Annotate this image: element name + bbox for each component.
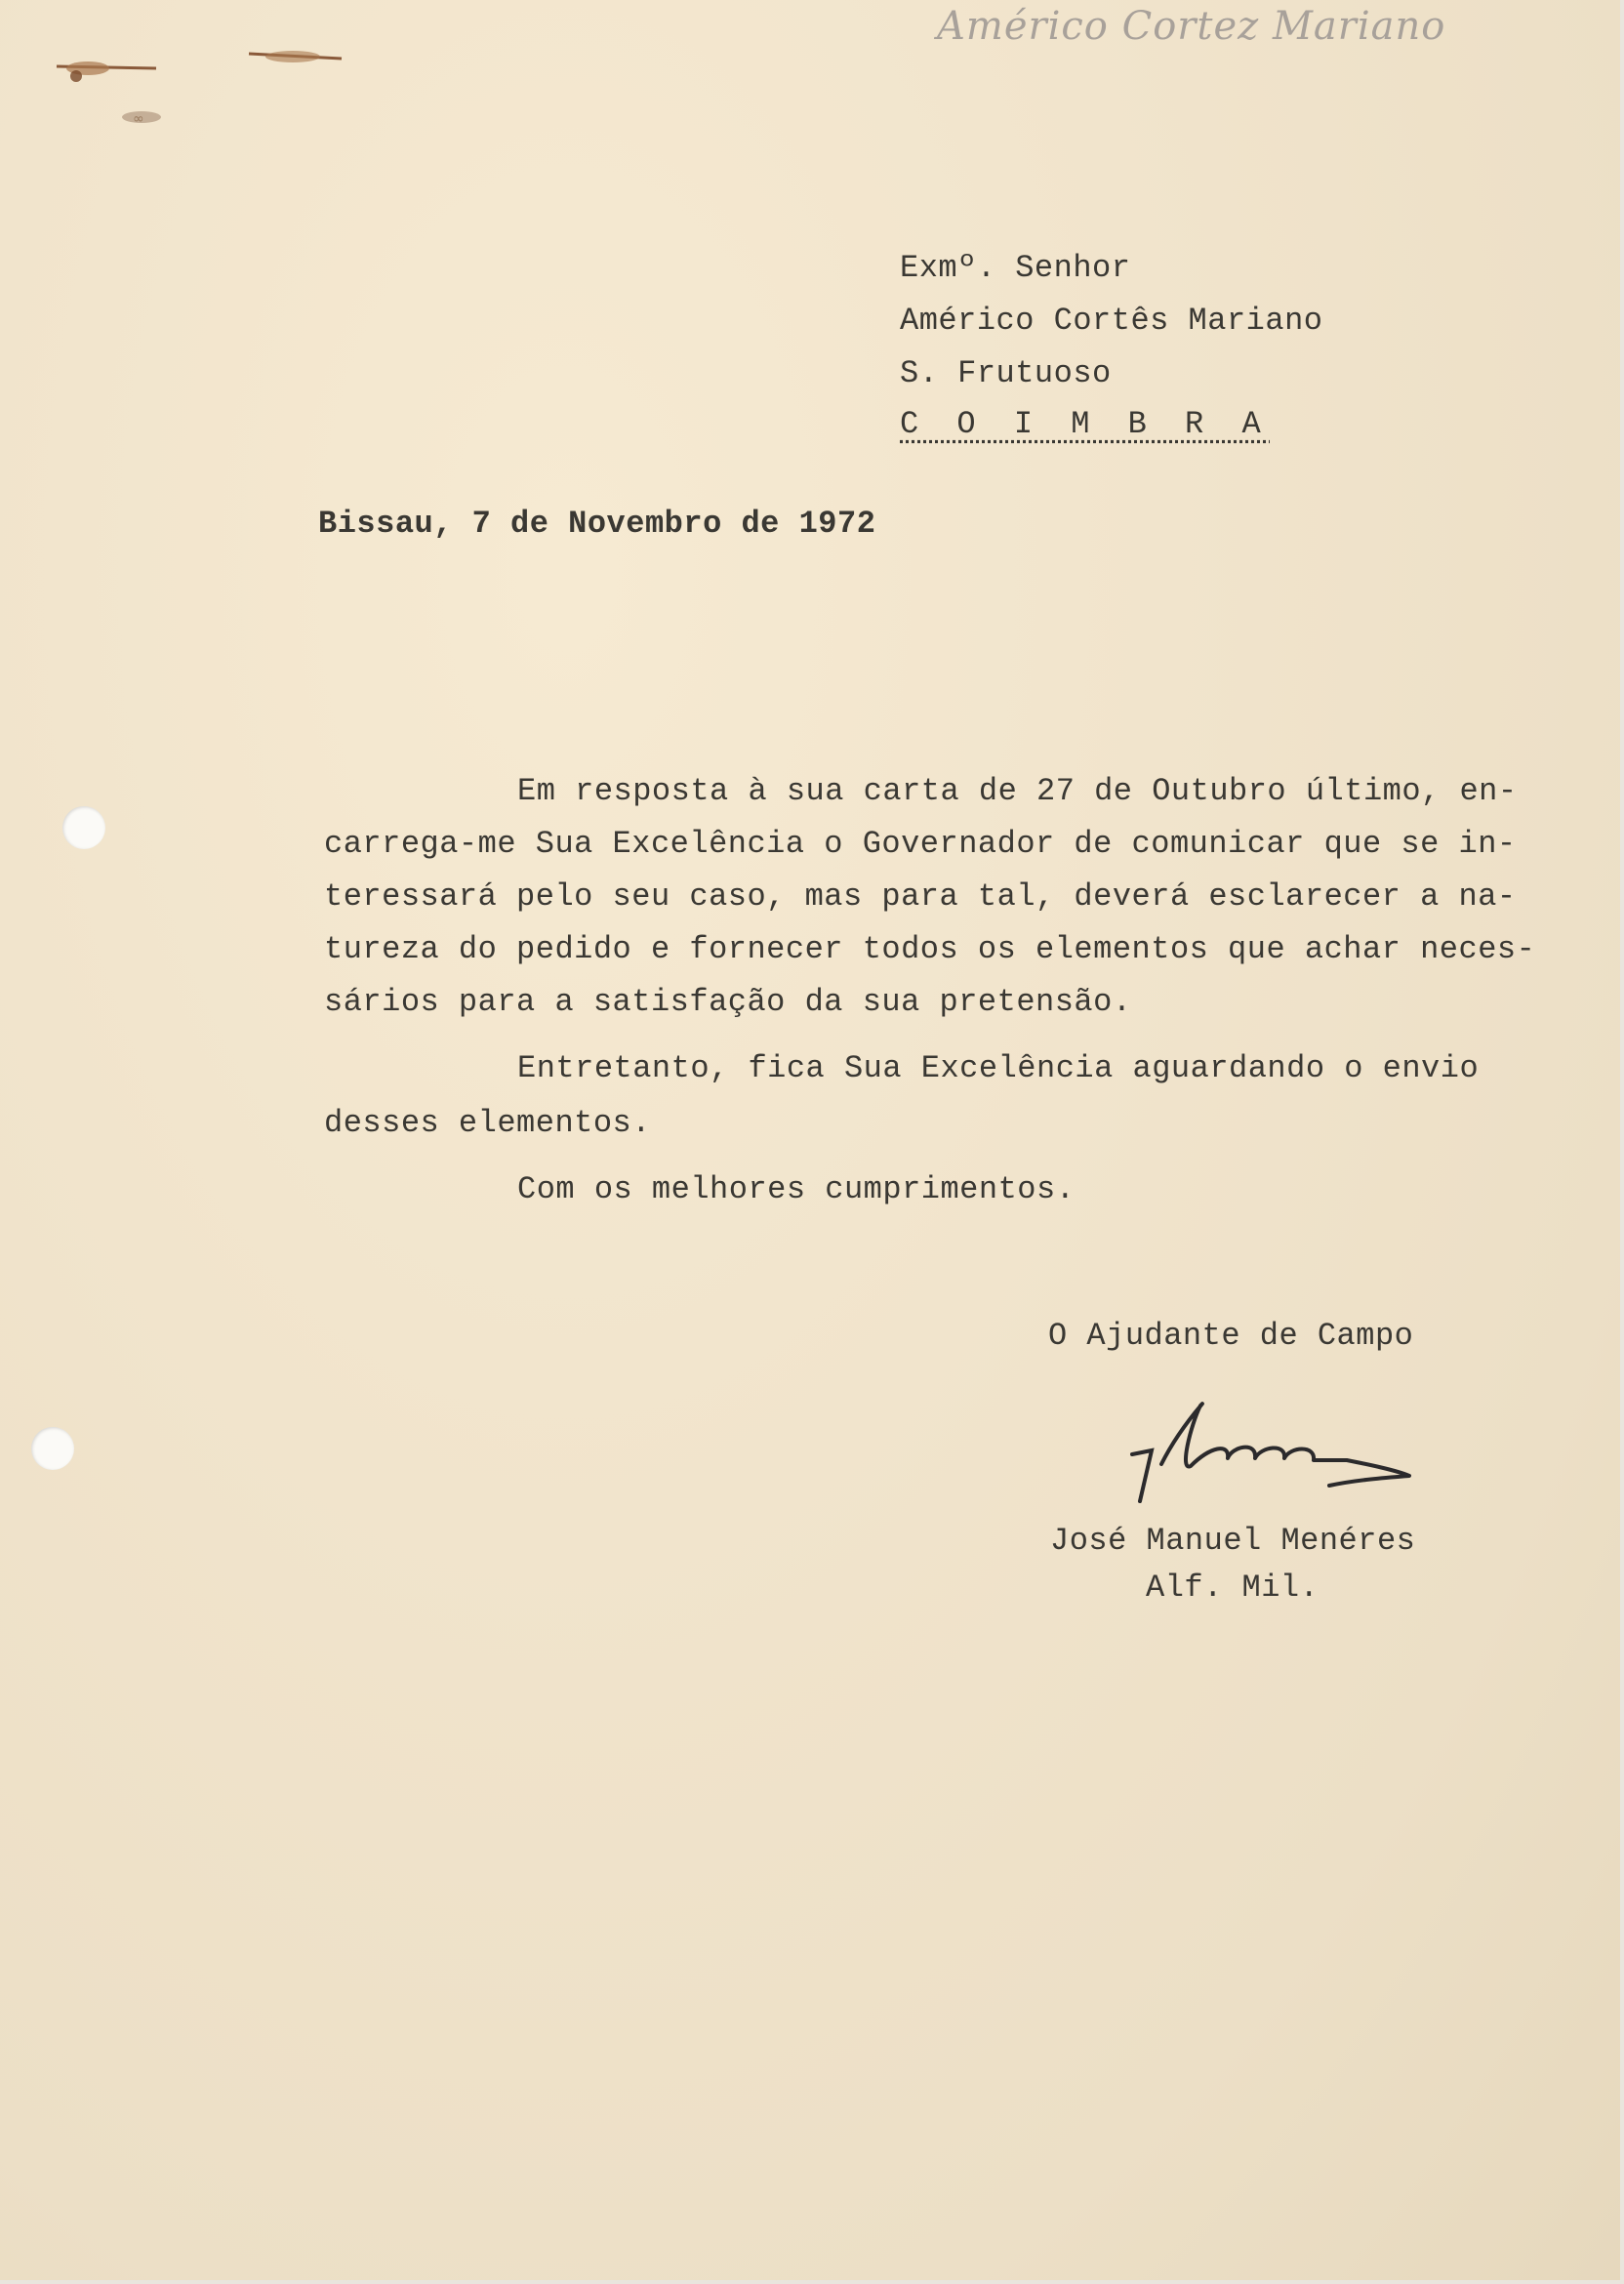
body-line: desses elementos. bbox=[324, 1105, 651, 1141]
body-line: teressará pelo seu caso, mas para tal, deverá esclarecer a na- bbox=[324, 878, 1517, 915]
date-line: Bissau, 7 de Novembro de 1972 bbox=[318, 506, 876, 542]
recipient-city: C O I M B R A bbox=[900, 406, 1271, 442]
body-line: carrega-me Sua Excelência o Governador de comunicar que se in- bbox=[324, 826, 1517, 862]
closing-line: Com os melhores cumprimentos. bbox=[517, 1171, 1076, 1207]
signatory-name: José Manuel Menéres bbox=[1050, 1523, 1416, 1559]
svg-text:∞: ∞ bbox=[133, 111, 144, 127]
body-line: Entretanto, fica Sua Excelência aguardando o envio bbox=[517, 1050, 1480, 1086]
body-line: Em resposta à sua carta de 27 de Outubro último, en- bbox=[517, 773, 1518, 809]
recipient-locality: S. Frutuoso bbox=[900, 355, 1112, 391]
body-line: sários para a satisfação da sua pretensão. bbox=[324, 984, 1132, 1020]
signatory-title: O Ajudante de Campo bbox=[1048, 1318, 1414, 1354]
handwritten-signature bbox=[1122, 1386, 1435, 1513]
body-line: tureza do pedido e fornecer todos os elementos que achar neces- bbox=[324, 931, 1536, 967]
signatory-rank: Alf. Mil. bbox=[1146, 1570, 1320, 1606]
handwritten-name-note: Américo Cortez Mariano bbox=[937, 4, 1446, 49]
punch-hole bbox=[62, 806, 105, 849]
punch-hole bbox=[31, 1427, 74, 1470]
rust-stain-marks bbox=[49, 39, 361, 146]
recipient-salutation: Exmº. Senhor bbox=[900, 250, 1131, 286]
recipient-name: Américo Cortês Mariano bbox=[900, 303, 1323, 339]
